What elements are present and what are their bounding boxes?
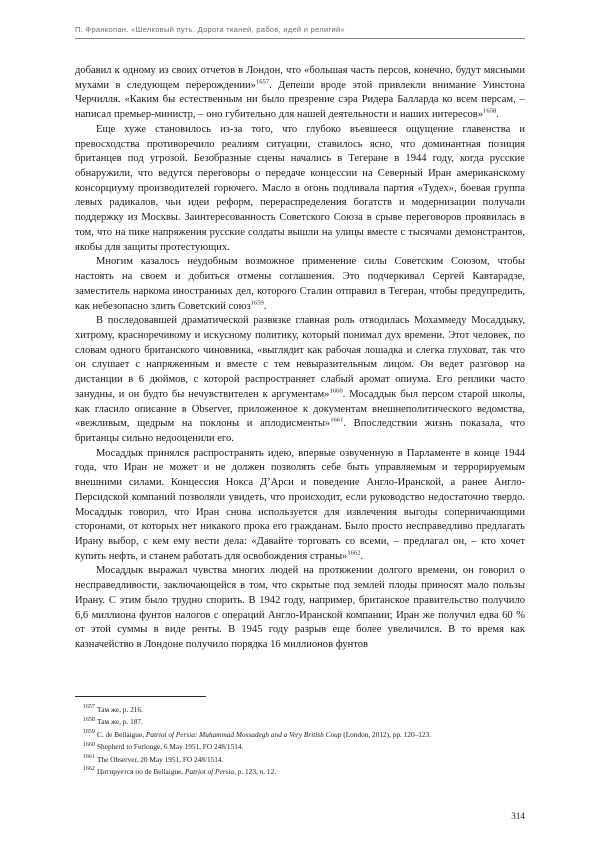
footnote-item	[75, 704, 525, 716]
footnote-text: Там же, p. 187.	[97, 717, 143, 727]
footnote-marker[interactable]: 1659	[250, 299, 264, 306]
footnote-item	[75, 741, 525, 753]
running-head	[75, 25, 525, 39]
body-paragraph: Мосаддык принялся распространять идею, впервые озвученную в Парламенте в конце 1944 года, что Иран не может и не должен позволять себе быть управляемым и террорируемым внешними силами. Концессия Нокса Д’Арси и поведение Англо-Иранской, а ранее Англо-Персидской компаний позволяли увидеть, что происходит, если руководство недостаточно твердо. Мосаддык говорил, что Иран снова используется для извлечения выгоды соперничающими сторонами, от которых нет никакого прока его гражданам. Было просто несправедливо предлагать Ирану выбор, с кем ему вести дела: «Давайте торговать со всеми, – предлагал он, – кто хочет купить нефть, и станем работать для освобождения страны»$^{1662}$.	[75, 447, 525, 562]
footnote-marker[interactable]: 1658	[483, 107, 497, 115]
footnote-list	[75, 704, 525, 778]
footnote-marker[interactable]: 1660	[329, 387, 343, 395]
body-paragraph: В последовавшей драматической развязке главная роль отводилась Мохаммеду Мосаддыку, хитрому, красноречивому и искусному политику, который понимал дух времени. Этот человек, по словам одного британского чиновника, «выглядит как рабочая лошадка и слегка глуховат, так что он слушает с напряженным и вместе с тем невыразительным лицом. Он ведет разговор на дистанции в 6 дюймов, с которой распространяет слабый аромат опиума. Его реплики часто занудны, и он будто бы нечувствителен к аргументам»$^{1660}$. Мосаддык был персом старой школы, как гласило описание в Observer, приложенное к документам внешнеполитического ведомства, «вежливым, щедрым на поклоны и аплодисменты»$^{1661}$. Впоследствии жизнь показала, что британцы сильно недооценили его.	[75, 315, 525, 444]
footnote-number: 1661	[83, 754, 95, 761]
footnote-text: Shepherd to Furlonge, 6 May 1951, FO 248/1514.	[97, 742, 244, 752]
body-paragraph: Еще хуже становилось из-за того, что глубоко въевшееся ощущение главенства и превосходства противоречило реалиям ситуации, ставилось ясно, что доминантная позиция британцев под угрозой. Безобразные сцены начались в Тегеране в 1944 году, когда русские обнаружили, что ведутся переговоры о передаче концессии на Северный Иран американскому консорциуму производителей горючего. Масло в огонь подливала партия «Тудех», боевая группа левых радикалов, чьи идеи реформ, перераспределения богатств и модернизации получали поддержку из Москвы. Заинтересованность Советского Союза в срыве переговоров проявилась в том, что на пике напряжения русские солдаты вышли на улицы вместе с тысячами демонстрантов, якобы для защиты протестующих.	[75, 123, 525, 253]
footnote-number: 1662	[83, 766, 95, 773]
citation-title: Patriot of Persia: Muhammad Mossadegh and a Very British Coup	[145, 729, 342, 739]
footnote-marker[interactable]: 1662	[347, 549, 361, 557]
footnotes-block	[75, 696, 525, 778]
footnote-text: The Observer, 20 May 1951, FO 248/1514.	[97, 754, 224, 764]
footnote-marker[interactable]: 1657	[255, 78, 270, 86]
footnote-item	[75, 766, 525, 778]
citation-title: Patriot of Persia	[185, 767, 235, 777]
running-head-text: П. Франкопан. «Шелковый путь. Дорога тканей, рабов, идей и религий»	[75, 25, 345, 34]
footnote-number: 1659	[83, 729, 95, 736]
body-paragraph: Многим казалось неудобным возможное применение силы Советским Союзом, чтобы настоять на своем и добиться отмены соглашения. Это подчеркивал Сергей Кавтарадзе, заместитель наркома иностранных дел, которого Сталин отправил в Тегеран, чтобы предупредить, как небезопасно злить Советский союз$^{1659}$.	[75, 256, 525, 312]
footnote-text: Там же, p. 216.	[97, 705, 143, 714]
footnote-number: 1658	[83, 716, 95, 723]
running-head-rule	[75, 38, 525, 39]
body-text-column	[75, 64, 525, 653]
page-number: 314	[511, 811, 525, 821]
footnote-text: Цитируется по de Bellaigue, Patriot of Persia, p. 123, n. 12.	[97, 767, 277, 777]
footnote-number: 1657	[83, 704, 95, 711]
footnote-item	[75, 729, 525, 741]
footnote-item	[75, 716, 525, 728]
footnote-text: C. de Bellaigue, Patriot of Persia: Muhammad Mossadegh and a Very British Coup (London, 2012), pp. 120–123.	[97, 729, 432, 739]
footnote-item	[75, 754, 525, 766]
footnote-marker[interactable]: 1661	[330, 416, 344, 424]
footnote-number: 1660	[83, 741, 95, 748]
footnote-separator-rule	[75, 696, 206, 697]
body-paragraph: добавил к одному из своих отчетов в Лондон, что «большая часть персов, конечно, будут мясными мухами в следующем перерождении»$^{1657}$. Депеши вроде этой привлекли внимание Уинстона Черчилля. «Каким бы естественным ни было презрение сэра Ридера Балларда ко всем персам, – написал премьер-министр, – оно губительно для нашей деятельности и наших интересов»$^{1658}$.	[75, 65, 525, 121]
body-paragraph: Мосаддык выражал чувства многих людей на протяжении долгого времени, он говорил о несправедливости, заключающейся в том, что скрытые под землей плоды приносят мало пользы Ирану. С этим было трудно спорить. В 1942 году, например, британское правительство получило 6,6 миллиона фунтов налогов с операций Англо-Иранской компании; Иран же получил едва 60 % от этой суммы в виде ренты. В 1945 году разрыв еще более увеличился. В то время как казначейство в Лондоне получило порядка 16 миллионов фунтов	[75, 565, 525, 651]
